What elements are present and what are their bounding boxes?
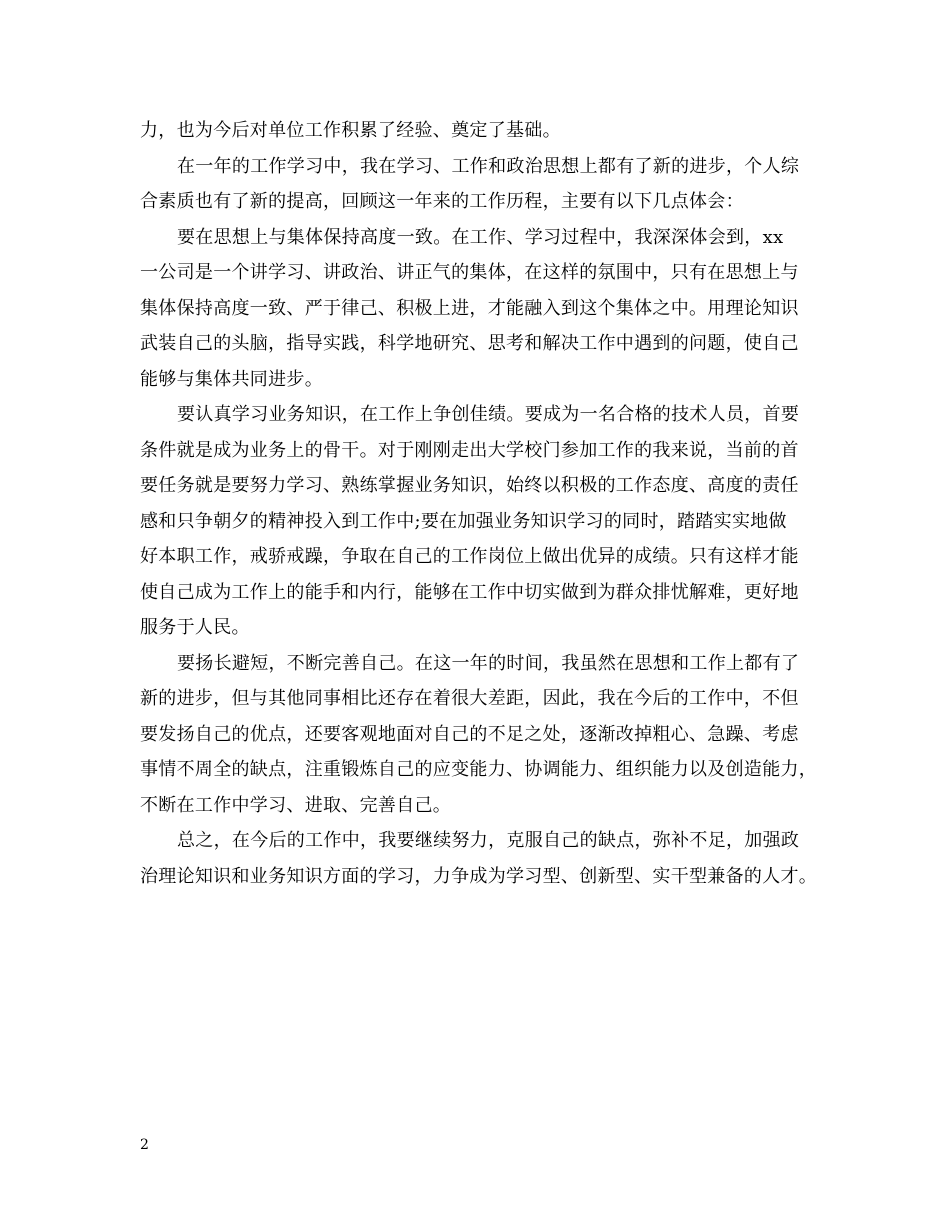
text-line: 一公司是一个讲学习、讲政治、讲正气的集体，在这样的氛围中，只有在思想上与 (140, 262, 799, 283)
text-line: 不断在工作中学习、进取、完善自己。 (140, 794, 452, 816)
text-line: 总之，在今后的工作中，我要继续努力，克服自己的缺点，弥补不足，加强政 (177, 830, 800, 851)
text-line: 要在思想上与集体保持高度一致。在工作、学习过程中，我深深体会到，xx (177, 226, 784, 248)
text-line: 要发扬自己的优点，还要客观地面对自己的不足之处，逐渐改掉粗心、急躁、考虑 (140, 723, 799, 745)
text-line: 武装自己的头脑，指导实践，科学地研究、思考和解决工作中遇到的问题，使自己 (140, 333, 799, 354)
text-line: 要扬长避短，不断完善自己。在这一年的时间，我虽然在思想和工作上都有了 (177, 652, 800, 674)
text-line: 集体保持高度一致、严于律己、积极上进，才能融入到这个集体之中。用理论知识 (140, 297, 799, 319)
text-line: 要认真学习业务知识，在工作上争创佳绩。要成为一名合格的技术人员，首要 (177, 404, 800, 425)
text-line: 使自己成为工作上的能手和内行，能够在工作中切实做到为群众排忧解难，更好地 (140, 581, 799, 603)
text-line: 合素质也有了新的提高，回顾这一年来的工作历程，主要有以下几点体会： (140, 191, 744, 212)
text-line: 能够与集体共同进步。 (140, 368, 323, 390)
text-line: 新的进步，但与其他同事相比还存在着很大差距，因此，我在今后的工作中，不但 (140, 688, 799, 709)
document-body (140, 113, 816, 894)
text-line: 力，也为今后对单位工作积累了经验、奠定了基础。 (140, 120, 561, 141)
page-number: 2 (140, 1137, 149, 1153)
text-line: 感和只争朝夕的精神投入到工作中;要在加强业务知识学习的同时，踏踏实实地做 (140, 510, 787, 532)
text-line: 好本职工作，戒骄戒躁，争取在自己的工作岗位上做出优异的成绩。只有这样才能 (140, 546, 799, 567)
text-line: 事情不周全的缺点，注重锻炼自己的应变能力、协调能力、组织能力以及创造能力， (140, 759, 818, 780)
text-line: 条件就是成为业务上的骨干。对于刚刚走出大学校门参加工作的我来说，当前的首 (140, 439, 799, 461)
text-line: 治理论知识和业务知识方面的学习，力争成为学习型、创新型、实干型兼备的人才。 (140, 865, 818, 887)
text-line: 服务于人民。 (140, 617, 250, 638)
text-line: 要任务就是要努力学习、熟练掌握业务知识，始终以积极的工作态度、高度的责任 (140, 475, 799, 496)
text-line: 在一年的工作学习中，我在学习、工作和政治思想上都有了新的进步，个人综 (177, 155, 800, 177)
